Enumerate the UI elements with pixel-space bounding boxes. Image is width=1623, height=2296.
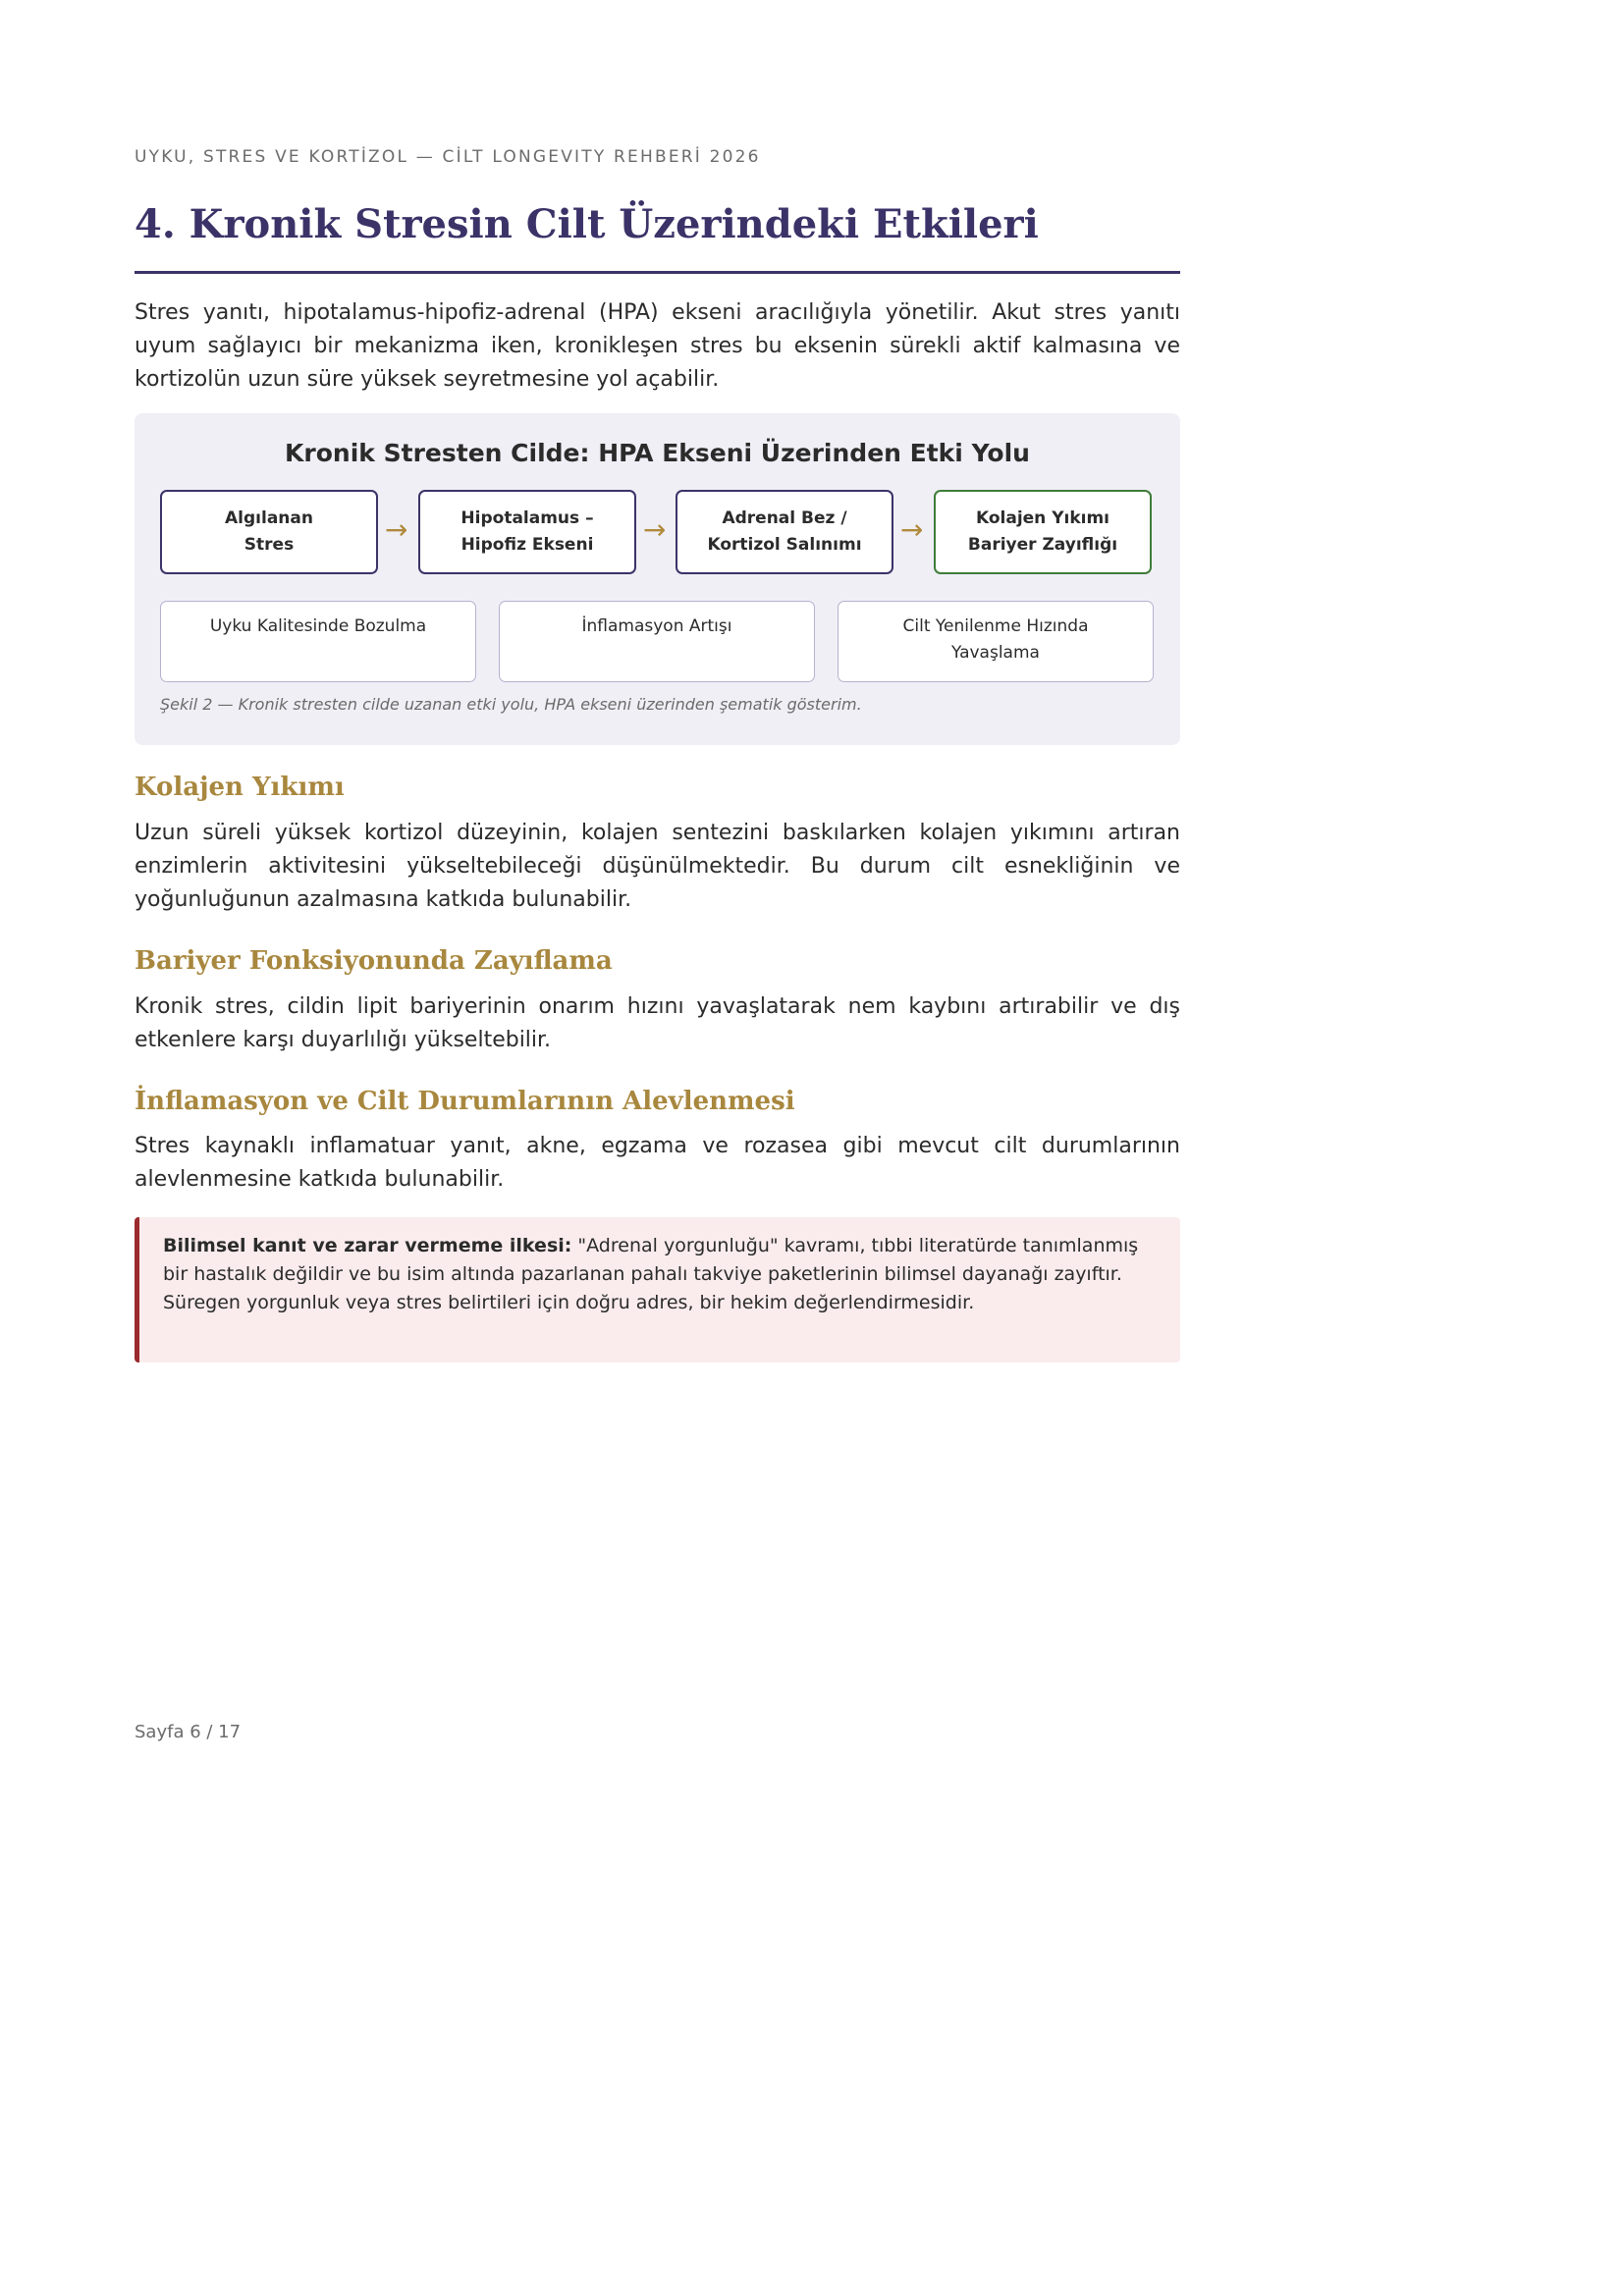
intro-paragraph: Stres yanıtı, hipotalamus-hipofiz-adrenal (HPA) ekseni aracılığıyla yönetilir. Akut stres yanıtı uyum sağlayıcı bir mekanizma iken, kronikleşen stres bu eksenin sürekli aktif kalmasına ve kortizolün uzun süre yüksek seyretmesine yol açabilir.: [135, 300, 1180, 392]
subheading-collagen: Kolajen Yıkımı: [135, 773, 345, 802]
arrow-right-icon: →: [900, 513, 924, 546]
effect-line: Cilt Yenilenme Hızında: [902, 616, 1089, 636]
paragraph-barrier: Kronik stres, cildin lipit bariyerinin onarım hızını yavaşlatarak nem kaybını artırabilir ve dış etkenlere karşı duyarlılığı yükseltebilir.: [135, 994, 1180, 1052]
figure-caption: Şekil 2 — Kronik stresten cilde uzanan etki yolu, HPA ekseni üzerinden şematik gösterim.: [160, 695, 862, 714]
callout-text: "Adrenal yorgunluğu" kavramı, tıbbi literatürde tanımlanmış bir hastalık değildir ve bu isim altında pazarlanan pahalı takviye paketlerinin bilimsel dayanağı zayıftır. Süregen yorgunluk veya stres belirtileri için doğru adres, bir hekim değerlendirmesidir.: [163, 1235, 1139, 1313]
running-head: UYKU, STRES VE KORTİZOL — CİLT LONGEVITY REHBERİ 2026: [135, 147, 761, 167]
evidence-callout: [135, 1217, 1180, 1362]
paragraph-collagen: Uzun süreli yüksek kortizol düzeyinin, kolajen sentezini baskılarken kolajen yıkımını artıran enzimlerin aktivitesini yükseltebileceği düşünülmektedir. Bu durum cilt esnekliğinin ve yoğunluğunun azalmasına katkıda bulunabilir.: [135, 821, 1180, 912]
flow-step-hypothalamus: [418, 490, 636, 574]
flow-step-line: Kolajen Yıkımı: [975, 508, 1110, 528]
effect-line: Uyku Kalitesinde Bozulma: [209, 616, 427, 636]
flow-step-stress: [160, 490, 378, 574]
page-title: 4. Kronik Stresin Cilt Üzerindeki Etkileri: [135, 201, 1039, 247]
flow-step-collagen: [934, 490, 1152, 574]
subheading-inflammation: İnflamasyon ve Cilt Durumlarının Alevlenmesi: [135, 1087, 795, 1116]
flow-step-line: Algılanan: [225, 508, 313, 528]
flow-step-line: Adrenal Bez /: [722, 508, 847, 528]
subheading-barrier: Bariyer Fonksiyonunda Zayıflama: [135, 946, 613, 976]
hpa-flow-figure: [135, 413, 1180, 745]
flow-step-line: Hipotalamus –: [460, 508, 594, 528]
effect-renewal: [838, 601, 1154, 682]
effect-inflammation: [499, 601, 815, 682]
title-divider: [135, 271, 1180, 274]
page-number: Sayfa 6 / 17: [135, 1722, 242, 1742]
flow-step-line: Bariyer Zayıflığı: [967, 535, 1118, 555]
effect-line: İnflamasyon Artışı: [581, 616, 732, 636]
paragraph-inflammation: Stres kaynaklı inflamatuar yanıt, akne, egzama ve rozasea gibi mevcut cilt durumlarının alevlenmesine katkıda bulunabilir.: [135, 1134, 1180, 1192]
flow-step-line: Stres: [243, 535, 295, 555]
arrow-right-icon: →: [643, 513, 667, 546]
flow-step-line: Hipofiz Ekseni: [460, 535, 594, 555]
flow-step-adrenal: [676, 490, 893, 574]
effect-sleep: [160, 601, 476, 682]
flow-step-line: Kortizol Salınımı: [707, 535, 862, 555]
effect-line: Yavaşlama: [951, 643, 1040, 663]
figure-title: Kronik Stresten Cilde: HPA Ekseni Üzerinden Etki Yolu: [285, 439, 1030, 467]
callout-label: Bilimsel kanıt ve zarar vermeme ilkesi:: [163, 1235, 572, 1256]
arrow-right-icon: →: [385, 513, 408, 546]
